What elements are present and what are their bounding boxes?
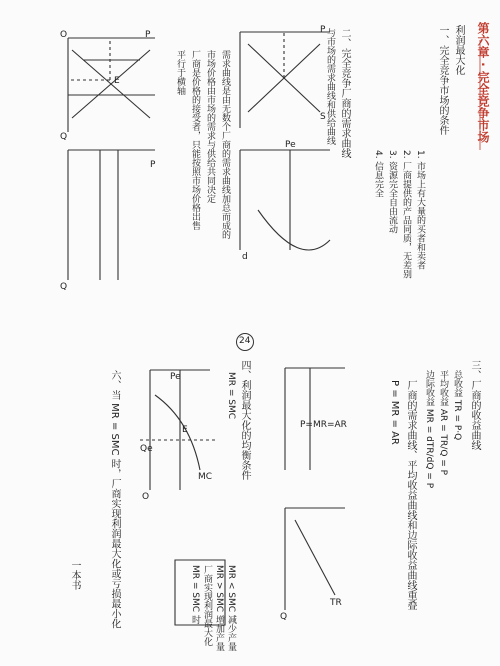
label-tr-6: TR [330,598,342,608]
label-pe-3: Pe [285,140,296,150]
part4-box-2: 厂商实现利润最大化 [202,565,212,646]
label-e-7: E [182,425,188,435]
label-o-7: O [142,492,150,502]
label-q-1: Q [60,132,68,142]
chapter-title: 第六章 · 完全竞争市场 [476,22,490,143]
part2-heading: 二、完全竞争厂商的需求曲线 [339,28,350,158]
label-mc-7: MC [198,472,213,482]
page-number: 24 [239,336,251,346]
label-d-3: d [242,252,248,262]
part2-line-1: 需求曲线是由无数个厂商的需求曲线加总而成的 [220,50,230,239]
label-p-4: P [150,160,156,170]
part2-line-2: 市场价格由市场的需求与供给共同决定 [205,50,215,203]
label-p-1: P [145,30,151,40]
part2-line-3: 厂商是价格的接受者，只能按照市场价格出售 [190,50,200,230]
label-mrar-5: P=MR=AR [300,420,347,430]
part4-sub: MR = SMC [226,372,236,420]
part1-item-1: 1. 市场上有大量的买者和卖者 [415,150,425,270]
part3-line-1: 总收益 TR = P·Q [452,370,462,441]
part4-box-4: MR < SMC 减少产量 [226,565,236,651]
label-s-2: S [320,112,326,122]
label-p-2: P [320,25,326,35]
label-qe-7: Qe [140,444,153,454]
part3-caption: 厂商的需求曲线、平均收益曲线和边际收益曲线重叠 [405,380,416,610]
part4-end: 一本书 [69,560,80,590]
part1-item-3: 3. 资源完全自由流动 [387,150,397,234]
label-pe-7: Pe [170,372,181,382]
part2-note: 平行于横轴 [175,50,185,95]
label-o-1: O [60,30,68,40]
part3-formula: P = MR = AR [389,380,400,445]
label-q-6: Q [280,612,288,622]
part4-heading: 四、利润最大化的均衡条件 [239,360,250,480]
part4-box-1: MR = SMC 时 [190,565,200,624]
part3-line-2: 平均收益 AR = TR/Q = P [438,370,448,476]
part4-box-3: MR > SMC 增加产量 [214,565,224,651]
part1-item-4: 4. 信息完全 [373,150,383,198]
part3-heading: 三、厂商的收益曲线 [469,360,480,450]
part3-line-3: 边际收益 MR = dTR/dQ = P [424,370,434,489]
part1-item-2: 2. 厂商提供的产品同质，无差别 [401,150,411,279]
part4-conclusion: 六、当 MR = SMC 时，厂商实现利润最大化或亏损最小化 [109,370,120,629]
part2-sub: 与市场的需求曲线和供给曲线 [325,28,335,145]
label-e-1: E [114,76,120,86]
part1-intro: 利润最大化 [453,25,464,75]
part1-heading: 一、完全竞争市场的条件 [437,25,448,135]
label-q-4: Q [60,282,68,292]
